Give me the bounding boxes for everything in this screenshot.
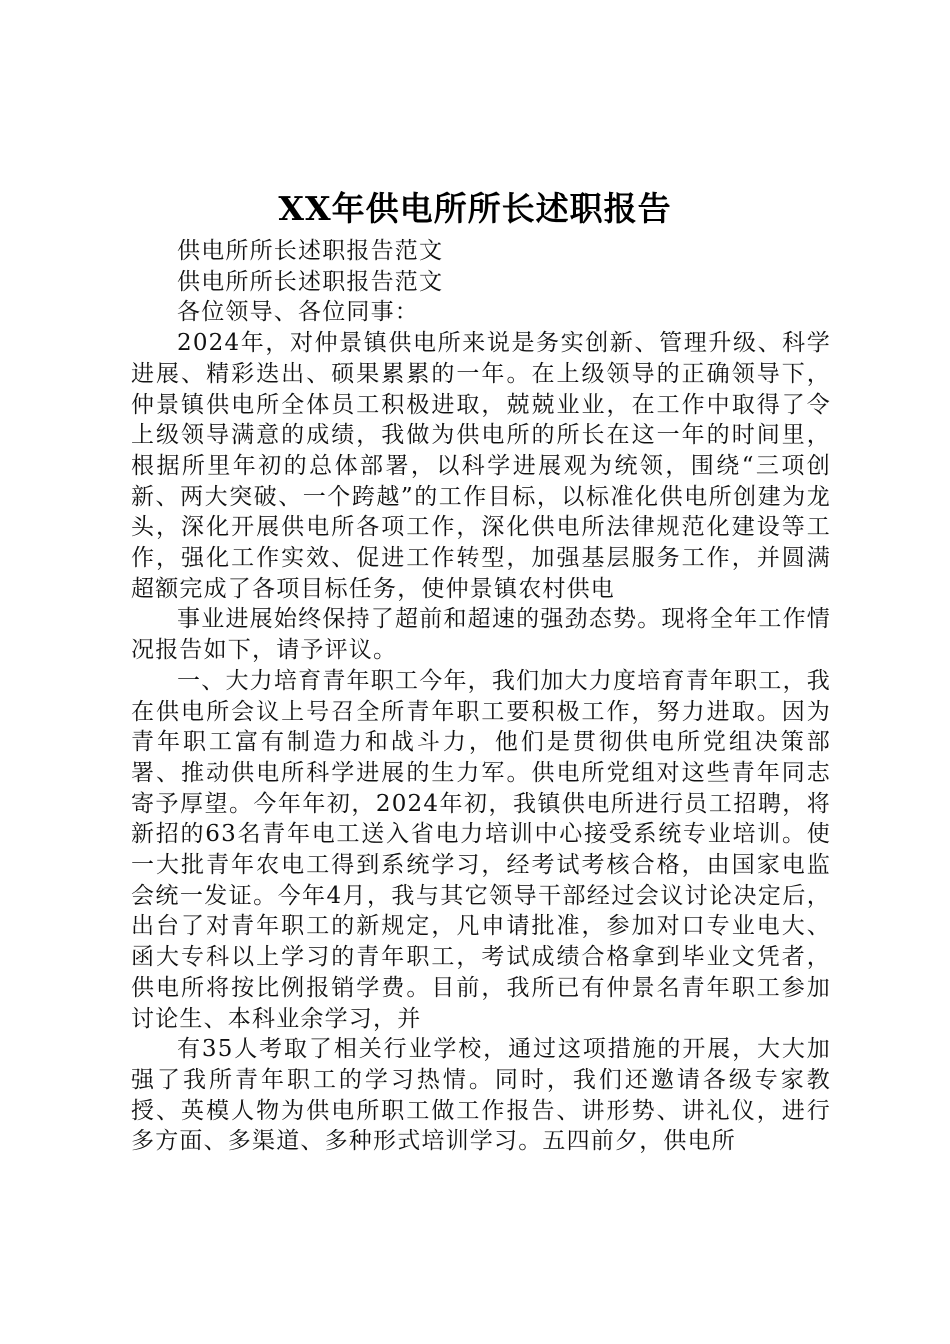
paragraph-salutation: 各位领导、各位同事：: [177, 299, 419, 326]
document-body: [131, 236, 831, 1157]
paragraph-intro-continued: 事业进展始终保持了超前和超速的强劲态势。现将全年工作情况报告如下，请予评议。: [131, 606, 831, 664]
paragraph-section-one-continued: 有35人考取了相关行业学校，通过这项措施的开展，大大加强了我所青年职工的学习热情。同时，我们还邀请各级专家教授、英模人物为供电所职工做工作报告、讲形势、讲礼仪，进行多方面、多渠道、多种形式培训学习。五四前夕，供电所: [131, 1036, 831, 1155]
paragraph-subtitle-1: 供电所所长述职报告范文: [177, 238, 444, 264]
paragraph-subtitle-2: 供电所所长述职报告范文: [177, 268, 444, 295]
document-title: XX年供电所所长述职报告: [278, 189, 672, 228]
paragraph-intro: 2024年，对仲景镇供电所来说是务实创新、管理升级、科学进展、精彩迭出、硕果累累的一年。在上级领导的正确领导下，仲景镇供电所全体员工积极进取，兢兢业业，在工作中取得了令上级领导满意的成绩，我做为供电所的所长在这一年的时间里，根据所里年初的总体部署，以科学进展观为统领，围绕“三项创新、两大突破、一个跨越”的工作目标，以标准化供电所创建为龙头，深化开展供电所各项工作，深化供电所法律规范化建设等工作，强化工作实效、促进工作转型，加强基层服务工作，并圆满超额完成了各项目标任务，使仲景镇农村供电: [131, 330, 831, 602]
paragraph-section-one: 一、大力培育青年职工今年，我们加大力度培育青年职工，我在供电所会议上号召全所青年职工要积极工作，努力进取。因为青年职工富有制造力和战斗力，他们是贯彻供电所党组决策部署、推动供电所科学进展的生力军。供电所党组对这些青年同志寄予厚望。今年年初，2024年初，我镇供电所进行员工招聘，将新招的63名青年电工送入省电力培训中心接受系统专业培训。使一大批青年农电工得到系统学习，经考试考核合格，由国家电监会统一发证。今年4月，我与其它领导干部经过会议讨论决定后，出台了对青年职工的新规定，凡申请批准，参加对口专业电大、函大专科以上学习的青年职工，考试成绩合格拿到毕业文凭者，供电所将按比例报销学费。目前，我所已有仲景名青年职工参加讨论生、本科业余学习，并: [131, 667, 831, 1032]
